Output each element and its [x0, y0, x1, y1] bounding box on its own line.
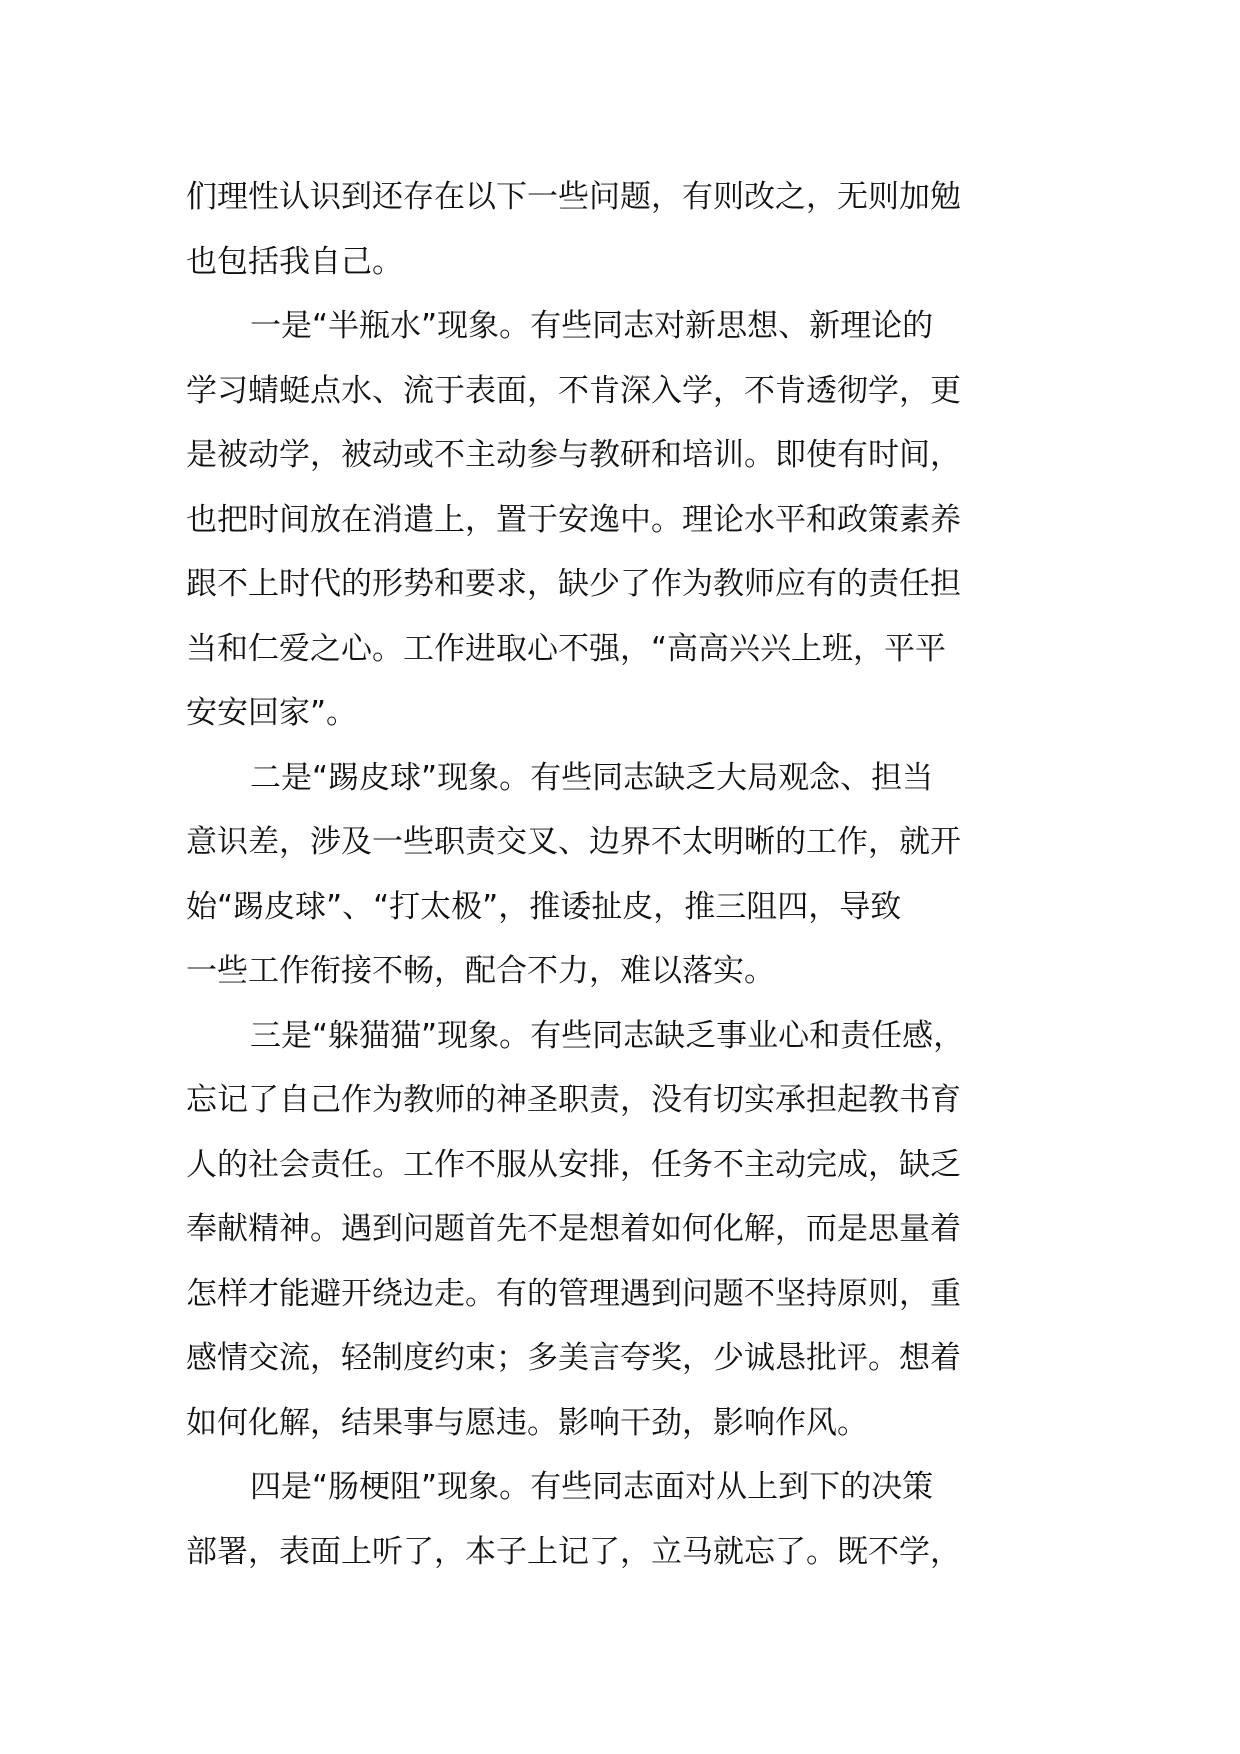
paragraph-line: 如何化解，结果事与愿违。影响干劲，影响作风。: [186, 1404, 868, 1441]
paragraph-line: 奉献精神。遇到问题首先不是想着如何化解，而是思量着: [186, 1211, 961, 1247]
paragraph-line: 意识差，涉及一些职责交叉、边界不太明晰的工作，就开: [186, 824, 961, 860]
paragraph-line: 也把时间放在消遣上，置于安逸中。理论水平和政策素养: [186, 501, 961, 538]
paragraph-line: 怎样才能避开绕边走。有的管理遇到问题不坚持原则，重: [186, 1275, 961, 1312]
document-body: [186, 165, 1066, 1584]
paragraph-line: 二是“踢皮球”现象。有些同志缺乏大局观念、担当: [250, 759, 934, 796]
paragraph-line: 跟不上时代的形势和要求，缺少了作为教师应有的责任担: [186, 566, 961, 602]
paragraph-line: 也包括我自己。: [186, 243, 403, 280]
paragraph-line: 安安回家”。: [186, 695, 358, 731]
paragraph-line: 感情交流，轻制度约束；多美言夸奖，少诚恳批评。想着: [186, 1340, 961, 1376]
paragraph-line: 人的社会责任。工作不服从安排，任务不主动完成，缺乏: [186, 1146, 961, 1183]
paragraph-line: 三是“躲猫猫”现象。有些同志缺乏事业心和责任感，: [250, 1017, 965, 1054]
paragraph-line: 们理性认识到还存在以下一些问题，有则改之，无则加勉: [186, 179, 961, 215]
paragraph-line: 一是“半瓶水”现象。有些同志对新思想、新理论的: [250, 308, 934, 344]
paragraph-line: 始“踢皮球”、“打太极”，推诿扯皮，推三阻四，导致: [186, 888, 902, 925]
paragraph-line: 当和仁爱之心。工作进取心不强，“高高兴兴上班，平平: [186, 630, 947, 667]
paragraph-line: 是被动学，被动或不主动参与教研和培训。即使有时间，: [186, 437, 961, 473]
paragraph-line: 一些工作衔接不畅，配合不力，难以落实。: [186, 953, 775, 989]
paragraph-line: 部署，表面上听了，本子上记了，立马就忘了。既不学，: [186, 1533, 961, 1570]
paragraph-line: 忘记了自己作为教师的神圣职责，没有切实承担起教书育: [186, 1082, 961, 1118]
paragraph-line: 四是“肠梗阻”现象。有些同志面对从上到下的决策: [250, 1469, 934, 1505]
paragraph-line: 学习蜻蜓点水、流于表面，不肯深入学，不肯透彻学，更: [186, 372, 961, 409]
